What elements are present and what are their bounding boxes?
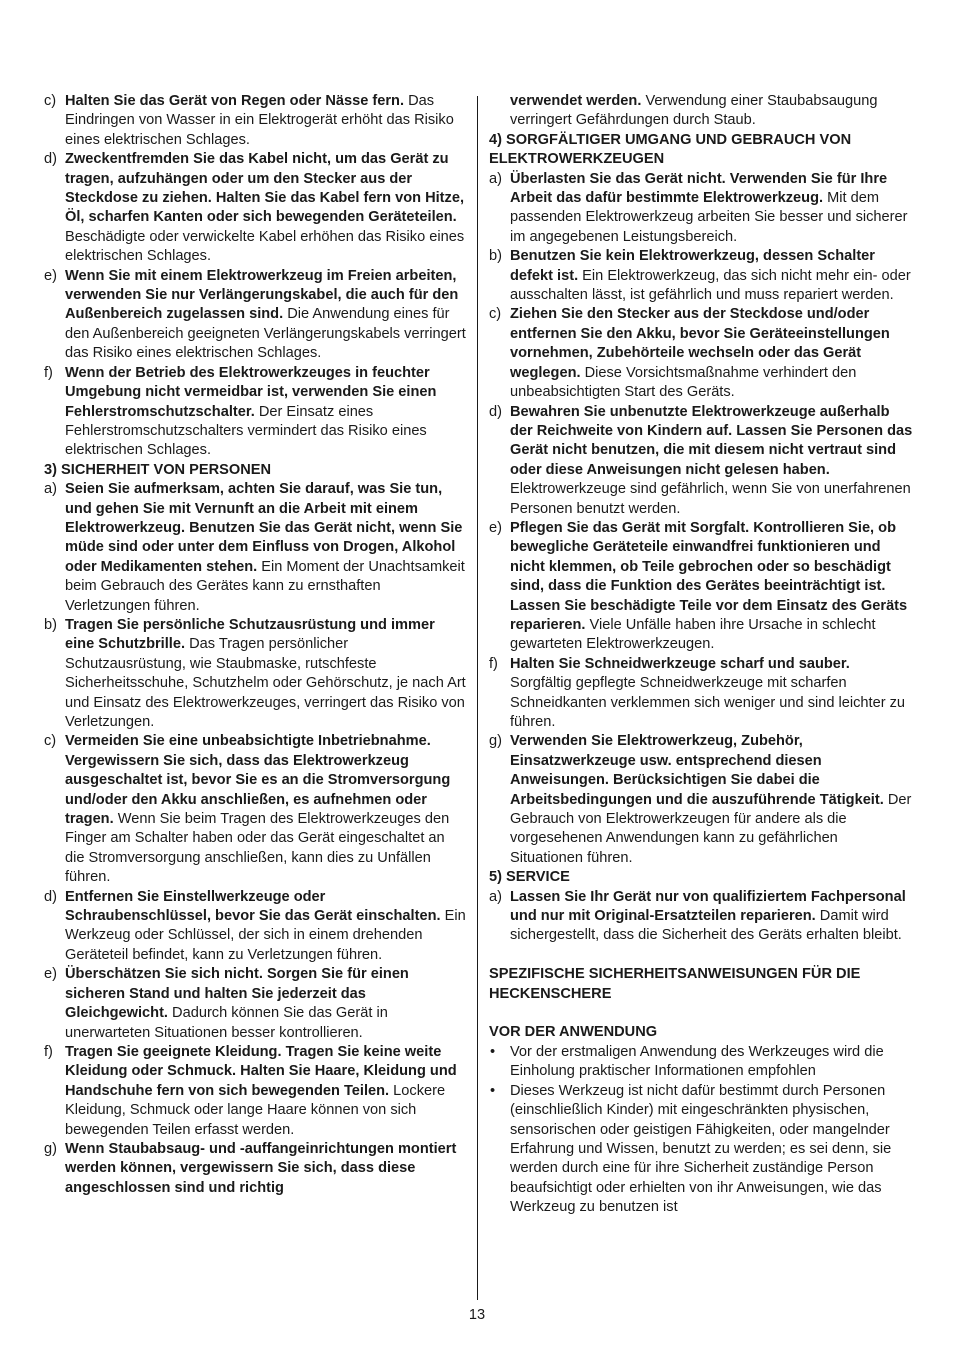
item-bold-text: Tragen Sie persönliche Schutzausrüstung und immer eine Schutzbrille. xyxy=(65,616,435,653)
item-label: a) xyxy=(489,888,502,905)
list-item xyxy=(489,888,913,946)
item-text: Viele Unfälle haben ihre Ursache in schlecht gewarteten Elektrowerkzeugen. xyxy=(510,616,876,653)
item-text: Der Gebrauch von Elektrowerkzeugen für andere als die vorgesehenen Anwendungen kann zu gefährlichen Situationen führen. xyxy=(510,791,912,866)
item-body xyxy=(65,365,436,459)
item-text: Sorgfältig gepflegte Schneidwerkzeuge mit scharfen Schneidkanten verklemmen sich weniger und sind leichter zu führen. xyxy=(510,675,906,730)
continuation-paragraph: verwendet werden. Verwendung einer Staubabsaugung verringert Gefährdungen durch Staub. xyxy=(510,93,878,129)
item-label: c) xyxy=(489,306,502,323)
left-intro-list xyxy=(44,92,468,461)
item-bold-text: Halten Sie das Gerät von Regen oder Nässe fern. xyxy=(65,93,405,109)
item-bold-text: Lassen Sie Ihr Gerät nur von qualifiziertem Fachpersonal und nur mit Original-Ersatzteilen reparieren. xyxy=(510,888,906,925)
item-body xyxy=(65,151,464,264)
item-text: Beschädigte oder verwickelte Kabel erhöhen das Risiko eines elektrischen Schlages. xyxy=(65,228,465,265)
item-text: Dieses Werkzeug ist nicht dafür bestimmt durch Personen (einschließlich Kinder) mit eingeschränkten physischen, sensorischen oder geistigen Fähigkeiten, oder mangelnder Erfahrung und Wissen, benutzt zu werden; es sei denn, sie werden durch eine für ihre Sicherheit zuständige Person beaufsichtigt oder erhielten von ihr Anweisungen, wie das Werkzeug zu benutzen ist xyxy=(510,1082,892,1216)
bullet-symbol: • xyxy=(490,1082,496,1099)
list-item xyxy=(489,655,913,733)
column-divider xyxy=(477,96,478,1300)
item-body xyxy=(510,733,911,865)
item-label: g) xyxy=(489,733,502,750)
list-item xyxy=(489,403,913,519)
item-bold-text: Überlasten Sie das Gerät nicht. Verwenden Sie für Ihre Arbeit das dafür bestimmte Elektrowerkzeug. xyxy=(510,170,888,207)
list-item xyxy=(489,305,913,402)
before-use-list xyxy=(489,1043,913,1218)
item-bold-text: Pflegen Sie das Gerät mit Sorgfalt. Kontrollieren Sie, ob bewegliche Geräteteile einwandfrei funktionieren und nicht klemmen, ob Teile gebrochen oder so beschädigt sind, dass die Funktion des Gerätes beeinträchtigt ist. Lassen Sie beschädigte Teile vor dem Einsatz des Geräts reparieren. xyxy=(510,519,908,633)
page-number: 13 xyxy=(468,1307,486,1323)
list-item xyxy=(44,92,468,150)
item-text: Diese Vorsichtsmaßnahme verhindert den unbeabsichtigten Start des Geräts. xyxy=(510,364,857,401)
item-text: Ein Werkzeug oder Schlüssel, der sich in einem drehenden Geräteteil befindet, kann zu Verletzungen führen. xyxy=(65,908,466,963)
item-bold-text: Wenn Sie mit einem Elektrowerkzeug im Freien arbeiten, verwenden Sie nur Verlängerungskabel, die auch für den Außenbereich zugelassen sind. xyxy=(65,267,459,323)
item-body xyxy=(65,1044,457,1138)
item-label: f) xyxy=(44,364,53,381)
right-column xyxy=(489,92,913,1218)
item-body xyxy=(510,404,912,517)
item-bold-text: Wenn der Betrieb des Elektrowerkzeuges in feuchter Umgebung nicht vermeidbar ist, verwenden Sie einen Fehlerstromschutzschalter. xyxy=(65,364,437,420)
spacer xyxy=(489,1004,913,1023)
item-bold-text: Zweckentfremden Sie das Kabel nicht, um das Gerät zu tragen, aufzuhängen oder um den Stecker aus der Steckdose zu ziehen. Halten Sie das Kabel fern von Hitze, Öl, scharfen Kanten oder sich bewegenden Geräteteilen. xyxy=(65,151,465,226)
list-item xyxy=(44,1043,468,1140)
item-text: Der Einsatz eines Fehlerstromschutzschalters vermindert das Risiko eines elektrischen Schlages. xyxy=(65,403,427,459)
item-label: f) xyxy=(44,1043,53,1060)
item-text: Die Anwendung eines für den Außenbereich geeigneten Verlängerungskabels verringert das Risiko eines elektrischen Schlages. xyxy=(65,306,466,362)
list-item xyxy=(44,965,468,1043)
item-label: f) xyxy=(489,655,498,672)
item-text: Vor der erstmaligen Anwendung des Werkzeuges wird die Einholung praktischer Informationen empfohlen xyxy=(510,1043,884,1080)
item-text: Dadurch können Sie das Gerät in unerwarteten Situationen besser kontrollieren. xyxy=(65,1005,388,1041)
item-text: Wenn Sie beim Tragen des Elektrowerkzeuges den Finger am Schalter haben oder das Gerät eingeschaltet an die Stromversorgung anschließen, kann dies zu Unfällen führen. xyxy=(65,811,450,886)
section-3-heading: 3) SICHERHEIT VON PERSONEN xyxy=(44,461,272,478)
item-body xyxy=(510,1083,891,1215)
item-text: Das Eindringen von Wasser in ein Elektrogerät erhöht das Risiko eines elektrischen Schlages. xyxy=(65,93,454,148)
item-bold-text: Verwenden Sie Elektrowerkzeug, Zubehör, Einsatzwerkzeuge usw. entsprechend diesen Anweisungen. Berücksichtigen Sie dabei die Arbeitsbedingungen und die auszuführende Tätigkeit. xyxy=(510,733,884,808)
bullet-item xyxy=(489,1043,913,1082)
item-body xyxy=(65,617,466,730)
section-3-list xyxy=(44,480,468,1198)
item-label: e) xyxy=(44,966,57,983)
spacer xyxy=(489,946,913,965)
item-bold-text: Wenn Staubabsaug- und -auffangeinrichtungen montiert werden können, vergewissern Sie sich, dass diese angeschlossen sind und richtig xyxy=(65,1140,457,1196)
item-bold-text: Seien Sie aufmerksam, achten Sie darauf, was Sie tun, und gehen Sie mit Vernunft an die Arbeit mit einem Elektrowerkzeug. Benutzen Sie das Gerät nicht, wenn Sie müde sind oder unter dem Einfluss von Drogen, Alkohol oder Medikamenten stehen. xyxy=(65,481,463,575)
item-body xyxy=(510,656,905,730)
list-item xyxy=(489,170,913,248)
item-label: a) xyxy=(44,481,57,498)
list-item xyxy=(44,888,468,966)
item-label: c) xyxy=(44,733,57,750)
left-column xyxy=(44,92,468,1198)
item-label: b) xyxy=(489,248,502,265)
item-text: Elektrowerkzeuge sind gefährlich, wenn Sie von unerfahrenen Personen benutzt werden. xyxy=(510,481,911,517)
item-body xyxy=(510,520,907,652)
item-body xyxy=(65,966,409,1040)
item-body xyxy=(65,481,465,613)
item-bold-text: Tragen Sie geeignete Kleidung. Tragen Sie keine weite Kleidung oder Schmuck. Halten Sie Haare, Kleidung und Handschuhe fern von sich bewegenden Teilen. xyxy=(65,1043,457,1099)
list-item xyxy=(489,732,913,868)
item-label: e) xyxy=(44,267,57,284)
list-item xyxy=(44,364,468,461)
item-body xyxy=(510,1044,884,1079)
item-bold-text: Halten Sie Schneidwerkzeuge scharf und sauber. xyxy=(510,655,850,672)
section-5-heading: 5) SERVICE xyxy=(489,869,570,886)
section-5-list xyxy=(489,888,913,946)
item-body xyxy=(510,306,890,400)
item-label: d) xyxy=(489,403,502,420)
before-use-heading: VOR DER ANWENDUNG xyxy=(489,1024,658,1041)
list-item xyxy=(489,247,913,305)
item-text: Mit dem passenden Elektrowerkzeug arbeiten Sie besser und sicherer im angegebenen Leistungsbereich. xyxy=(510,190,908,245)
item-label: g) xyxy=(44,1140,57,1157)
section-4-list xyxy=(489,170,913,869)
item-body xyxy=(65,268,466,362)
item-bold-text: Bewahren Sie unbenutzte Elektrowerkzeuge außerhalb der Reichweite von Kindern auf. Lassen Sie Personen das Gerät nicht benutzen, die mit diesem nicht vertraut sind oder diese Anweisungen nicht gelesen haben. xyxy=(510,403,913,478)
item-text: Damit wird sichergestellt, dass die Sicherheit des Geräts erhalten bleibt. xyxy=(510,908,902,944)
item-bold-text: Entfernen Sie Einstellwerkzeuge oder Schraubenschlüssel, bevor Sie das Gerät einschalten. xyxy=(65,888,441,925)
item-body xyxy=(510,248,911,303)
bullet-item xyxy=(489,1082,913,1218)
list-item xyxy=(44,150,468,266)
list-item xyxy=(489,519,913,655)
item-body xyxy=(510,171,908,245)
item-label: c) xyxy=(44,93,57,109)
item-body xyxy=(510,889,906,944)
list-item xyxy=(44,1140,468,1198)
item-bold-text: Überschätzen Sie sich nicht. Sorgen Sie für einen sicheren Stand und halten Sie jederzeit das Gleichgewicht. xyxy=(65,966,409,1022)
item-body xyxy=(65,93,454,148)
list-item xyxy=(44,480,468,616)
item-body xyxy=(65,889,466,963)
item-label: e) xyxy=(489,519,502,536)
section-4-heading: 4) SORGFÄLTIGER UMGANG UND GEBRAUCH VON ELEKTROWERKZEUGEN xyxy=(489,131,852,168)
item-body xyxy=(65,1141,456,1196)
item-text: Ein Moment der Unachtsamkeit beim Gebrauch des Gerätes kann zu ernsthaften Verletzungen führen. xyxy=(65,558,465,614)
item-bold-text: Benutzen Sie kein Elektrowerkzeug, dessen Schalter defekt ist. xyxy=(510,248,875,284)
bullet-symbol: • xyxy=(490,1043,496,1060)
item-label: d) xyxy=(44,888,57,905)
item-text: Lockere Kleidung, Schmuck oder lange Haare können von sich bewegenden Teilen erfasst werden. xyxy=(65,1082,446,1138)
item-label: a) xyxy=(489,170,502,187)
list-item xyxy=(44,616,468,732)
specific-safety-heading: SPEZIFISCHE SICHERHEITSANWEISUNGEN FÜR DIE HECKENSCHERE xyxy=(489,966,861,1002)
list-item xyxy=(44,732,468,887)
item-text: Das Tragen persönlicher Schutzausrüstung, wie Staubmaske, rutschfeste Sicherheitsschuhe, Schutzhelm oder Gehörschutz, je nach Art und Einsatz des Elektrowerkzeuges, verringert das Risiko von Verletzungen. xyxy=(65,636,466,730)
item-body xyxy=(65,733,450,885)
item-label: b) xyxy=(44,616,57,633)
item-bold-text: Ziehen Sie den Stecker aus der Steckdose und/oder entfernen Sie den Akku, bevor Sie Geräteeinstellungen vornehmen, Zubehörteile wechseln oder das Gerät weglegen. xyxy=(510,306,890,381)
item-bold-text: Vermeiden Sie eine unbeabsichtigte Inbetriebnahme. Vergewissern Sie sich, dass das Elektrowerkzeug ausgeschaltet ist, bevor Sie es an die Stromversorgung und/oder den Akku anschließen, es aufnehmen oder tragen. xyxy=(65,733,451,828)
list-item xyxy=(44,267,468,364)
item-text: Ein Elektrowerkzeug, das sich nicht mehr ein- oder ausschalten lässt, ist gefährlich und muss repariert werden. xyxy=(510,267,911,304)
item-label: d) xyxy=(44,151,57,168)
